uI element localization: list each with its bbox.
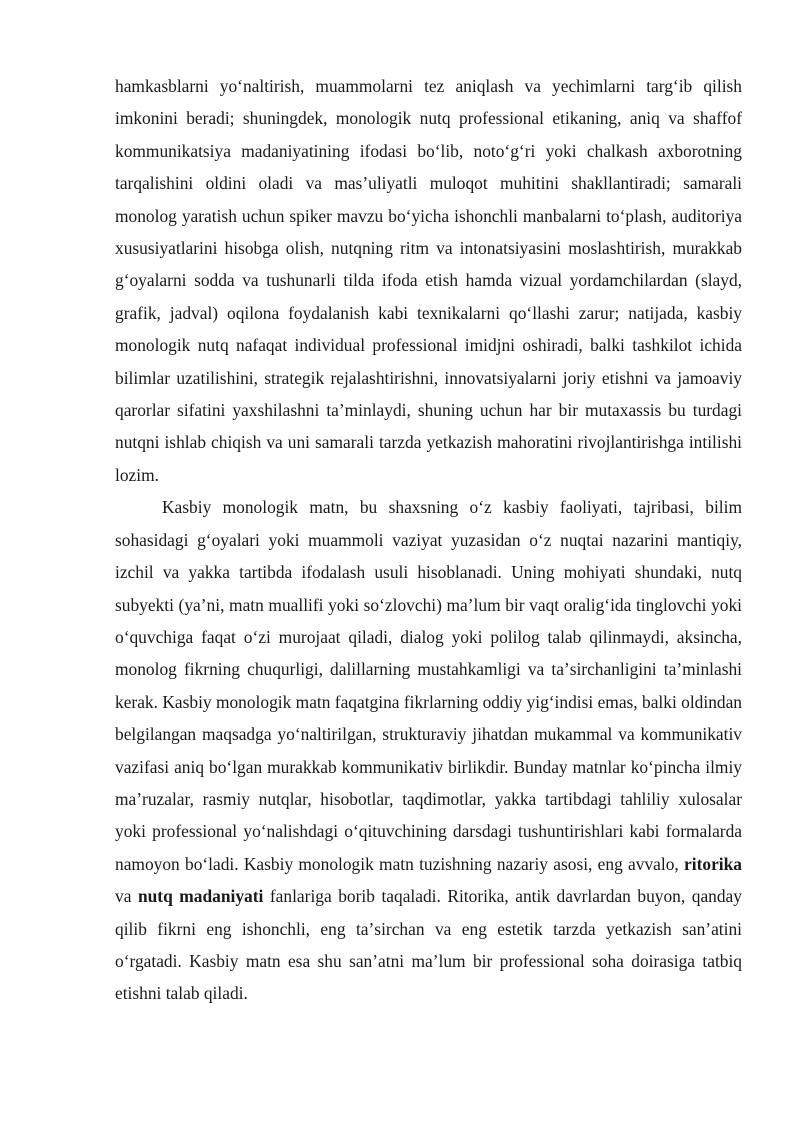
paragraph-kasbiy-monologik-matn — [115, 491, 742, 1010]
bold-term-ritorika: ritorika — [684, 853, 742, 874]
paragraph-text-before: Kasbiy monologik matn, bu shaxsning oʻz kasbiy faoliyati, tajribasi, bilim sohasidagi gʻoyalari yoki muammoli vaziyat yuzasidan oʻz nuqtai nazarini mantiqiy, izchil va yakka tartibda ifodalash usuli hisoblanadi. Uning mohiyati shundaki, nutq subyekti (yaʼni, matn muallifi yoki soʻzlovchi) maʼlum bir vaqt oraligʻida tinglovchi yoki oʻquvchiga faqat oʻzi murojaat qiladi, dialog yoki polilog talab qilinmaydi, aksincha, monolog fikrning chuqurligi, dalillarning mustahkamligi va taʼsirchanligini taʼminlashi kerak. Kasbiy monologik matn faqatgina fikrlarning oddiy yigʻindisi emas, balki oldindan belgilangan maqsadga yoʻnaltirilgan, strukturaviy jihatdan mukammal va kommunikativ vazifasi aniq boʻlgan murakkab kommunikativ birlikdir. Bunday matnlar koʻpincha ilmiy maʼruzalar, rasmiy nutqlar, hisobotlar, taqdimotlar, yakka tartibdagi tahliliy xulosalar yoki professional yoʻnalishdagi oʻqituvchining darsdagi tushuntirishlari kabi formalarda namoyon boʻladi. Kasbiy monologik matn tuzishning nazariy asosi, eng avvalo, — [115, 497, 742, 874]
paragraph-text-middle: va — [115, 886, 132, 907]
document-page — [115, 70, 742, 1010]
bold-term-nutq-madaniyati: nutq madaniyati — [137, 886, 264, 907]
paragraph-text-after: fanlariga borib taqaladi. Ritorika, antik davrlardan buyon, qanday qilib fikrni eng ishonchli, eng taʼsirchan va eng estetik tarzda yetkazish sanʼatini oʻrgatadi. Kasbiy matn esa shu sanʼatni maʼlum bir professional soha doirasiga tatbiq etishni talab qiladi. — [115, 886, 742, 1004]
paragraph-continuation: hamkasblarni yoʻnaltirish, muammolarni tez aniqlash va yechimlarni targʻib qilish imkonini beradi; shuningdek, monologik nutq professional etikaning, aniq va shaffof kommunikatsiya madaniyatining ifodasi boʻlib, notoʻgʻri yoki chalkash axborotning tarqalishini oldini oladi va masʼuliyatli muloqot muhitini shakllantiradi; samarali monolog yaratish uchun spiker mavzu boʻyicha ishonchli manbalarni toʻplash, auditoriya xususiyatlarini hisobga olish, nutqning ritm va intonatsiyasini moslashtirish, murakkab gʻoyalarni sodda va tushunarli tilda ifoda etish hamda vizual yordamchilardan (slayd, grafik, jadval) oqilona foydalanish kabi texnikalarni qoʻllashi zarur; natijada, kasbiy monologik nutq nafaqat individual professional imidjni oshiradi, balki tashkilot ichida bilimlar uzatilishini, strategik rejalashtirishni, innovatsiyalarni joriy etishni va jamoaviy qarorlar sifatini yaxshilashni taʼminlaydi, shuning uchun har bir mutaxassis bu turdagi nutqni ishlab chiqish va uni samarali tarzda yetkazish mahoratini rivojlantirishga intilishi lozim. — [115, 76, 742, 485]
